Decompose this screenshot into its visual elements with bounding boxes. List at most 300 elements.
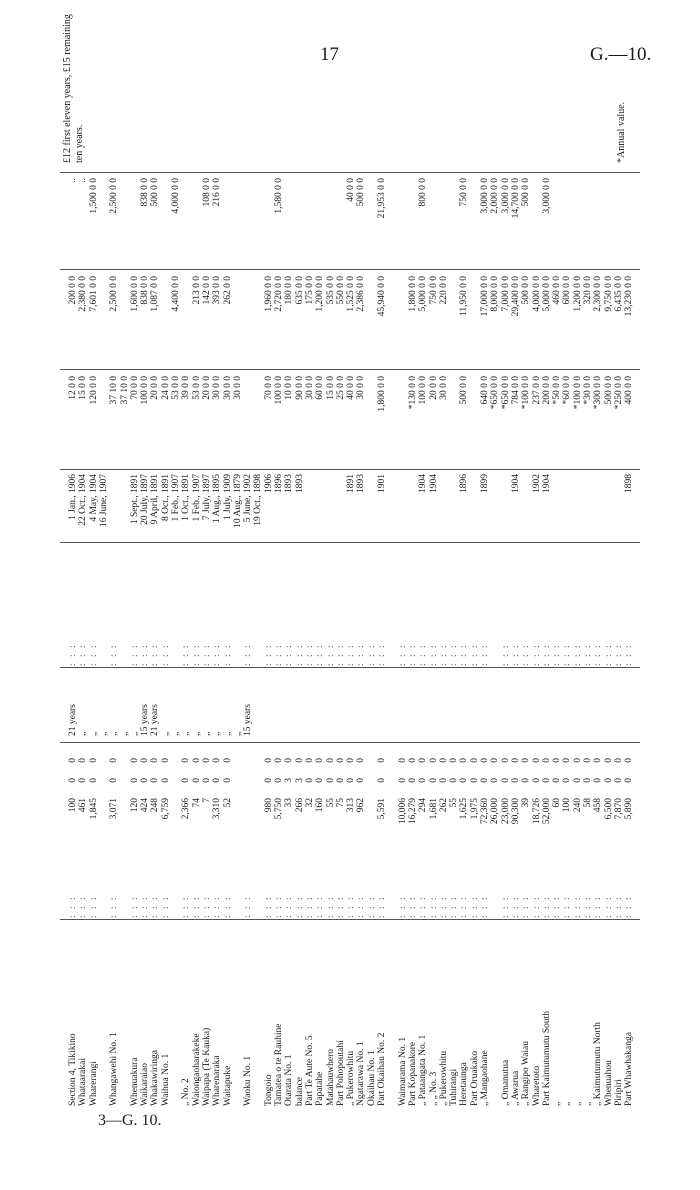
cell-area: 120 bbox=[129, 798, 140, 813]
cell-bal: 500 0 0 bbox=[521, 178, 532, 207]
cell-r: 0 bbox=[78, 758, 89, 763]
cell-r: 0 bbox=[356, 758, 367, 763]
cell-cap: 2,300 0 0 bbox=[593, 276, 604, 312]
cell-term: „ bbox=[109, 731, 120, 736]
cell-area: 7 bbox=[201, 798, 212, 803]
table-row bbox=[480, 68, 490, 1108]
table-row bbox=[604, 68, 614, 1108]
cell-cap: 1,200 0 0 bbox=[572, 276, 583, 312]
document-reference: G.—10. bbox=[590, 44, 652, 65]
cell-date: 1904 bbox=[428, 474, 439, 493]
cell-cap: 1,600 0 0 bbox=[129, 276, 140, 312]
cell-area: 18,726 bbox=[531, 798, 542, 825]
cell-cap: 5,000 0 0 bbox=[418, 276, 429, 312]
cell-area: 461 bbox=[78, 798, 89, 813]
cell-rent: 90 0 0 bbox=[294, 376, 305, 400]
cell-name: Tamatea o te Rauhine bbox=[274, 1023, 284, 1106]
cell-date: 1 Sept., 1891 bbox=[129, 474, 140, 525]
cell-date: 19 Oct., 1898 bbox=[253, 474, 264, 526]
cell-name: Papatahe bbox=[315, 1071, 326, 1106]
cell-name: Matahauwhero bbox=[325, 1049, 336, 1106]
table-row bbox=[346, 68, 356, 1108]
cell-r: 0 bbox=[88, 758, 99, 763]
cell-date: 4 May, 1904 bbox=[88, 474, 99, 522]
cell-r: 0 bbox=[562, 758, 573, 763]
cell-name: Waimarama No. 1 bbox=[397, 1036, 408, 1106]
leader-dots: : : : bbox=[140, 895, 151, 918]
cell-bal: 4,000 0 0 bbox=[171, 178, 181, 214]
cell-bal: 500 0 0 bbox=[150, 178, 161, 207]
table-row bbox=[552, 68, 562, 1108]
table-row bbox=[223, 68, 233, 1108]
cell-area: 52,000 bbox=[541, 798, 552, 825]
leader-dots: : : : bbox=[583, 895, 593, 918]
cell-area: 262 bbox=[438, 798, 449, 813]
leader-dots: : : : bbox=[531, 895, 542, 918]
cell-rent: *650 0 0 bbox=[490, 376, 501, 410]
leader-dots: : : : bbox=[583, 643, 593, 666]
cell-cap: 180 0 0 bbox=[284, 276, 295, 305]
cell-bal: 750 0 0 bbox=[459, 178, 470, 207]
leader-dots: : : : bbox=[263, 895, 274, 918]
cell-cap: 500 0 0 bbox=[521, 276, 532, 305]
cell-rent: 25 0 0 bbox=[335, 376, 346, 400]
leader-dots: : : : bbox=[613, 643, 624, 666]
leader-dots: : : : bbox=[181, 643, 192, 666]
cell-term: 15 years bbox=[140, 704, 151, 736]
cell-rent: 1,800 0 0 bbox=[377, 376, 387, 412]
cell-r: 0 bbox=[212, 758, 223, 763]
cell-r: 0 bbox=[181, 758, 192, 763]
cell-cap: 550 0 0 bbox=[335, 276, 346, 305]
cell-p: 0 bbox=[469, 778, 480, 783]
table-row bbox=[521, 68, 531, 1108]
leader-dots: : : : bbox=[78, 643, 89, 666]
footer-code: 3—G. 10. bbox=[98, 1112, 162, 1129]
cell-r: 0 bbox=[346, 758, 357, 763]
cell-area: 1,625 bbox=[459, 798, 470, 820]
cell-rent: *50 0 0 bbox=[552, 376, 563, 405]
cell-rent: 37 10 0 bbox=[119, 376, 130, 405]
cell-bal: 108 0 0 bbox=[201, 178, 212, 207]
cell-r: 0 bbox=[129, 758, 140, 763]
cell-rent: 15 0 0 bbox=[325, 376, 336, 400]
cell-name: Part Okaihau No. 2 bbox=[377, 1032, 387, 1106]
cell-date: 1 Oct., 1891 bbox=[181, 474, 192, 521]
leader-dots: : : : bbox=[562, 643, 573, 666]
cell-name: „ „ No. 3 bbox=[428, 1071, 439, 1106]
cell-rent: 40 0 0 bbox=[346, 376, 357, 400]
cell-p: 0 bbox=[531, 778, 542, 783]
cell-term: „ bbox=[212, 731, 223, 736]
table-row bbox=[253, 68, 263, 1108]
cell-area: 26,000 bbox=[490, 798, 501, 825]
cell-area: 75 bbox=[335, 798, 346, 808]
leader-dots: : : : bbox=[407, 895, 418, 918]
cell-bal: 21,953 0 0 bbox=[377, 178, 387, 219]
table-row bbox=[130, 68, 140, 1108]
leader-dots: : : : bbox=[593, 643, 604, 666]
cell-p: 0 bbox=[201, 778, 212, 783]
leader-dots: : : : bbox=[500, 643, 511, 666]
leader-dots: : : : bbox=[449, 895, 460, 918]
leader-dots: : : : bbox=[222, 895, 233, 918]
leader-dots: : : : bbox=[243, 643, 254, 666]
table-row bbox=[429, 68, 439, 1108]
cell-area: 5,890 bbox=[624, 798, 635, 820]
cell-r: 0 bbox=[377, 758, 387, 763]
cell-rent: 120 0 0 bbox=[88, 376, 99, 405]
cell-bal: 40 0 0 bbox=[346, 178, 357, 202]
cell-p: 0 bbox=[181, 778, 192, 783]
cell-r: 0 bbox=[304, 758, 315, 763]
cell-bal: 3,000 0 0 bbox=[480, 178, 490, 214]
cell-r: 0 bbox=[397, 758, 408, 763]
leader-dots: : : : bbox=[603, 643, 614, 666]
leader-dots: : : : bbox=[521, 643, 532, 666]
cell-r: 0 bbox=[191, 758, 202, 763]
cell-p: 0 bbox=[346, 778, 357, 783]
cell-p: 0 bbox=[140, 778, 151, 783]
cell-p: 0 bbox=[418, 778, 429, 783]
table-row bbox=[356, 68, 366, 1108]
cell-p: 0 bbox=[562, 778, 573, 783]
cell-bal: 14,700 0 0 bbox=[510, 178, 521, 219]
leader-dots: : : : bbox=[480, 643, 490, 666]
leader-dots: : : : bbox=[284, 643, 295, 666]
cell-term: „ bbox=[222, 731, 233, 736]
cell-cap: 2,386 0 0 bbox=[356, 276, 367, 312]
cell-area: 294 bbox=[418, 798, 429, 813]
cell-cap: 2,720 0 0 bbox=[274, 276, 284, 312]
cell-rent: 500 0 0 bbox=[603, 376, 614, 405]
note-top-2: ten years. bbox=[74, 124, 85, 163]
leader-dots: : : : bbox=[129, 895, 140, 918]
leader-dots: : : : bbox=[377, 895, 387, 918]
leader-dots: : : : bbox=[541, 895, 552, 918]
table-row bbox=[562, 68, 572, 1108]
cell-rent: 70 0 0 bbox=[263, 376, 274, 400]
cell-p: 0 bbox=[603, 778, 614, 783]
cell-date: 1902 bbox=[531, 474, 542, 493]
table-row bbox=[624, 68, 634, 1108]
table-row bbox=[501, 68, 511, 1108]
cell-area: 3,071 bbox=[109, 798, 120, 820]
cell-date: 1 Feb., 1907 bbox=[171, 474, 181, 522]
leader-dots: : : : bbox=[572, 895, 583, 918]
leader-dots: : : : bbox=[438, 643, 449, 666]
cell-p: 3 bbox=[294, 778, 305, 783]
cell-area: 1,845 bbox=[88, 798, 99, 820]
table-row bbox=[140, 68, 150, 1108]
leader-dots: : : : bbox=[418, 643, 429, 666]
cell-r: 0 bbox=[284, 758, 295, 763]
table-row bbox=[202, 68, 212, 1108]
leader-dots: : : : bbox=[377, 643, 387, 666]
table-row bbox=[614, 68, 624, 1108]
cell-name: „ No. 2 bbox=[181, 1078, 192, 1106]
leader-dots: : : : bbox=[521, 895, 532, 918]
cell-r: 0 bbox=[613, 758, 624, 763]
cell-name: Ngatarawa No. 1 bbox=[356, 1041, 367, 1106]
leader-dots: : : : bbox=[212, 895, 223, 918]
cell-r: 0 bbox=[510, 758, 521, 763]
cell-date: 9 April, 1891 bbox=[150, 474, 161, 525]
leader-dots: : : : bbox=[397, 643, 408, 666]
cell-name: Whakawiringa bbox=[150, 1050, 161, 1106]
cell-r: 0 bbox=[583, 758, 593, 763]
cell-area: 980 bbox=[263, 798, 274, 813]
cell-term: „ bbox=[181, 731, 192, 736]
table-row bbox=[542, 68, 552, 1108]
cell-name: Section 4, Tikikino bbox=[68, 1033, 78, 1106]
cell-name: „ Awarua bbox=[510, 1070, 521, 1106]
cell-area: 100 bbox=[68, 798, 78, 813]
cell-area: 52 bbox=[222, 798, 233, 808]
cell-bal: 1,500 0 0 bbox=[88, 178, 99, 214]
cell-r: 0 bbox=[150, 758, 161, 763]
table-row bbox=[449, 68, 459, 1108]
cell-r: 0 bbox=[263, 758, 274, 763]
cell-date: 1904 bbox=[510, 474, 521, 493]
leader-dots: : : : bbox=[407, 643, 418, 666]
cell-name: balance bbox=[294, 1076, 305, 1106]
table-row bbox=[284, 68, 294, 1108]
table-row bbox=[459, 68, 469, 1108]
cell-r: 0 bbox=[603, 758, 614, 763]
cell-date: 1896 bbox=[459, 474, 470, 493]
cell-p: 0 bbox=[521, 778, 532, 783]
cell-cap: 1,525 0 0 bbox=[346, 276, 357, 312]
leader-dots: : : : bbox=[274, 643, 284, 666]
cell-p: 0 bbox=[325, 778, 336, 783]
cell-p: 0 bbox=[541, 778, 552, 783]
cell-date: 1893 bbox=[294, 474, 305, 493]
cell-date: 1906 bbox=[263, 474, 274, 493]
table-row bbox=[181, 68, 191, 1108]
cell-name: „ Pukerowhitu bbox=[346, 1050, 357, 1106]
cell-cap: 393 0 0 bbox=[212, 276, 223, 305]
cell-area: 7,870 bbox=[613, 798, 624, 820]
table-row bbox=[161, 68, 171, 1108]
cell-r: 0 bbox=[315, 758, 326, 763]
cell-r: 0 bbox=[335, 758, 346, 763]
table-row bbox=[315, 68, 325, 1108]
cell-date: 1 July, 1909 bbox=[222, 474, 233, 521]
cell-p: 0 bbox=[160, 778, 171, 783]
cell-cap: 45,940 0 0 bbox=[377, 276, 387, 317]
leader-dots: : : : bbox=[181, 895, 192, 918]
cell-bal: 2,500 0 0 bbox=[109, 178, 120, 214]
cell-r: 0 bbox=[572, 758, 583, 763]
cell-area: 10,006 bbox=[397, 798, 408, 825]
cell-name: Piripiri bbox=[613, 1079, 624, 1106]
leader-dots: : : : bbox=[78, 895, 89, 918]
cell-date: 20 July, 1897 bbox=[140, 474, 151, 525]
cell-name: „ Kaimutumutu North bbox=[593, 1022, 604, 1106]
leader-dots: : : : bbox=[510, 643, 521, 666]
cell-p: 0 bbox=[150, 778, 161, 783]
cell-cap: 1,800 0 0 bbox=[407, 276, 418, 312]
cell-date: 1898 bbox=[624, 474, 635, 493]
cell-rent: 30 0 0 bbox=[222, 376, 233, 400]
cell-term: „ bbox=[232, 731, 243, 736]
leader-dots: : : : bbox=[552, 643, 563, 666]
cell-date: 5 June, 1902 bbox=[243, 474, 254, 523]
cell-rent: 60 0 0 bbox=[315, 376, 326, 400]
leader-dots: : : : bbox=[624, 643, 635, 666]
leader-dots: : : : bbox=[109, 895, 120, 918]
cell-name: Waipapa (Te Kauka) bbox=[201, 1027, 212, 1106]
cell-rent: 20 0 0 bbox=[201, 376, 212, 400]
table-row bbox=[68, 68, 78, 1108]
cell-name: Waitapuke bbox=[222, 1065, 233, 1106]
cell-cap: 2,500 0 0 bbox=[109, 276, 120, 312]
cell-p: 0 bbox=[583, 778, 593, 783]
cell-date: 1893 bbox=[356, 474, 367, 493]
cell-p: 0 bbox=[552, 778, 563, 783]
cell-term: „ bbox=[191, 731, 202, 736]
cell-cap: 7,601 0 0 bbox=[88, 276, 99, 312]
cell-name: „ bbox=[562, 1101, 573, 1106]
cell-name: Part Pohopoutahi bbox=[335, 1040, 346, 1106]
cell-area: 90,300 bbox=[510, 798, 521, 825]
table-row bbox=[532, 68, 542, 1108]
table-row bbox=[439, 68, 449, 1108]
cell-rent: 200 0 0 bbox=[541, 376, 552, 405]
cell-r: 0 bbox=[624, 758, 635, 763]
cell-area: 3,310 bbox=[212, 798, 223, 820]
cell-name: Part Te Aute No. 5 bbox=[304, 1035, 315, 1106]
cell-p: 0 bbox=[624, 778, 635, 783]
cell-area: 60 bbox=[552, 798, 563, 808]
leader-dots: : : : bbox=[428, 643, 439, 666]
table-row bbox=[336, 68, 346, 1108]
leader-dots: : : : bbox=[624, 895, 635, 918]
leader-dots: : : : bbox=[469, 643, 480, 666]
cell-area: 16,279 bbox=[407, 798, 418, 825]
cell-rent: *300 0 0 bbox=[593, 376, 604, 410]
cell-rent: 30 0 0 bbox=[356, 376, 367, 400]
cell-rent: 12 0 0 bbox=[68, 376, 78, 400]
table-row bbox=[171, 68, 181, 1108]
cell-name: Wharetoto bbox=[531, 1065, 542, 1106]
table-row bbox=[274, 68, 284, 1108]
table-row bbox=[398, 68, 408, 1108]
cell-area: 5,750 bbox=[274, 798, 284, 820]
leader-dots: : : : bbox=[88, 643, 99, 666]
cell-cap: 1,200 0 0 bbox=[315, 276, 326, 312]
cell-p: 0 bbox=[397, 778, 408, 783]
cell-term: „ bbox=[160, 731, 171, 736]
cell-name: Waiongaoharakeke bbox=[191, 1033, 202, 1106]
cell-area: 23,000 bbox=[500, 798, 511, 825]
table-row bbox=[120, 68, 130, 1108]
cell-bal: 2,000 0 0 bbox=[490, 178, 501, 214]
cell-name: „ bbox=[552, 1101, 563, 1106]
leader-dots: : : : bbox=[284, 895, 295, 918]
cell-area: 33 bbox=[284, 798, 295, 808]
cell-name: „ Mangaohane bbox=[480, 1050, 490, 1106]
table-row bbox=[305, 68, 315, 1108]
cell-r: 0 bbox=[222, 758, 233, 763]
cell-cap: 460 0 0 bbox=[552, 276, 563, 305]
cell-name: Whenuahou bbox=[603, 1060, 614, 1106]
cell-area: 74 bbox=[191, 798, 202, 808]
cell-rent: 100 0 0 bbox=[418, 376, 429, 405]
cell-cap: 13,230 0 0 bbox=[624, 276, 635, 317]
cell-name: Whenuakura bbox=[129, 1057, 140, 1106]
cell-cap: 11,950 0 0 bbox=[459, 276, 470, 317]
leader-dots: : : : bbox=[160, 643, 171, 666]
cell-rent: 70 0 0 bbox=[129, 376, 140, 400]
cell-r: 0 bbox=[593, 758, 604, 763]
cell-p: 0 bbox=[490, 778, 501, 783]
cell-date: 8 Oct., 1891 bbox=[160, 474, 171, 521]
table-row bbox=[387, 68, 397, 1108]
leader-dots: : : : bbox=[366, 895, 377, 918]
cell-name: „ Rangipo Waiau bbox=[521, 1040, 532, 1106]
cell-area: 2,366 bbox=[181, 798, 192, 820]
cell-rent: 500 0 0 bbox=[459, 376, 470, 405]
cell-p: 0 bbox=[191, 778, 202, 783]
cell-r: 0 bbox=[274, 758, 284, 763]
cell-cap: 4,400 0 0 bbox=[171, 276, 181, 312]
cell-term: 21 years bbox=[68, 704, 78, 736]
table-row bbox=[408, 68, 418, 1108]
cell-rent: 37 10 0 bbox=[109, 376, 120, 405]
cell-p: 0 bbox=[109, 778, 120, 783]
leader-dots: : : : bbox=[150, 643, 161, 666]
cell-name: Whataarakai bbox=[78, 1058, 89, 1106]
cell-area: 240 bbox=[572, 798, 583, 813]
leader-dots: : : : bbox=[510, 895, 521, 918]
cell-rent: 237 0 0 bbox=[531, 376, 542, 405]
cell-cap: 220 0 0 bbox=[438, 276, 449, 305]
leader-dots: : : : bbox=[150, 895, 161, 918]
leader-dots: : : : bbox=[593, 895, 604, 918]
table-row bbox=[295, 68, 305, 1108]
cell-rent: *60 0 0 bbox=[562, 376, 573, 405]
leader-dots: : : : bbox=[469, 895, 480, 918]
cell-rent: 15 0 0 bbox=[78, 376, 89, 400]
cell-cap: 635 0 0 bbox=[294, 276, 305, 305]
table-row bbox=[583, 68, 593, 1108]
cell-r: 0 bbox=[469, 758, 480, 763]
cell-r: 0 bbox=[531, 758, 542, 763]
leader-dots: : : : bbox=[191, 643, 202, 666]
cell-p: 0 bbox=[510, 778, 521, 783]
cell-name: „ Omanutua bbox=[500, 1059, 511, 1106]
cell-name: Wharerangi bbox=[88, 1061, 99, 1106]
cell-area: 248 bbox=[150, 798, 161, 813]
leader-dots: : : : bbox=[243, 895, 254, 918]
cell-name: Whangawehi No. 1 bbox=[109, 1032, 120, 1106]
cell-p: 0 bbox=[593, 778, 604, 783]
leader-dots: : : : bbox=[346, 895, 357, 918]
table-row bbox=[233, 68, 243, 1108]
cell-cap: 1,087 0 0 bbox=[150, 276, 161, 312]
leader-dots: : : : bbox=[480, 895, 490, 918]
cell-cap: 7,000 0 0 bbox=[500, 276, 511, 312]
cell-date: 1896 bbox=[274, 474, 284, 493]
leader-dots: : : : bbox=[304, 643, 315, 666]
cell-rent: 53 0 0 bbox=[191, 376, 202, 400]
table-row bbox=[192, 68, 202, 1108]
cell-name: „ bbox=[583, 1101, 593, 1106]
cell-cap: 600 0 0 bbox=[562, 276, 573, 305]
cell-cap: 2,380 0 0 bbox=[78, 276, 89, 312]
